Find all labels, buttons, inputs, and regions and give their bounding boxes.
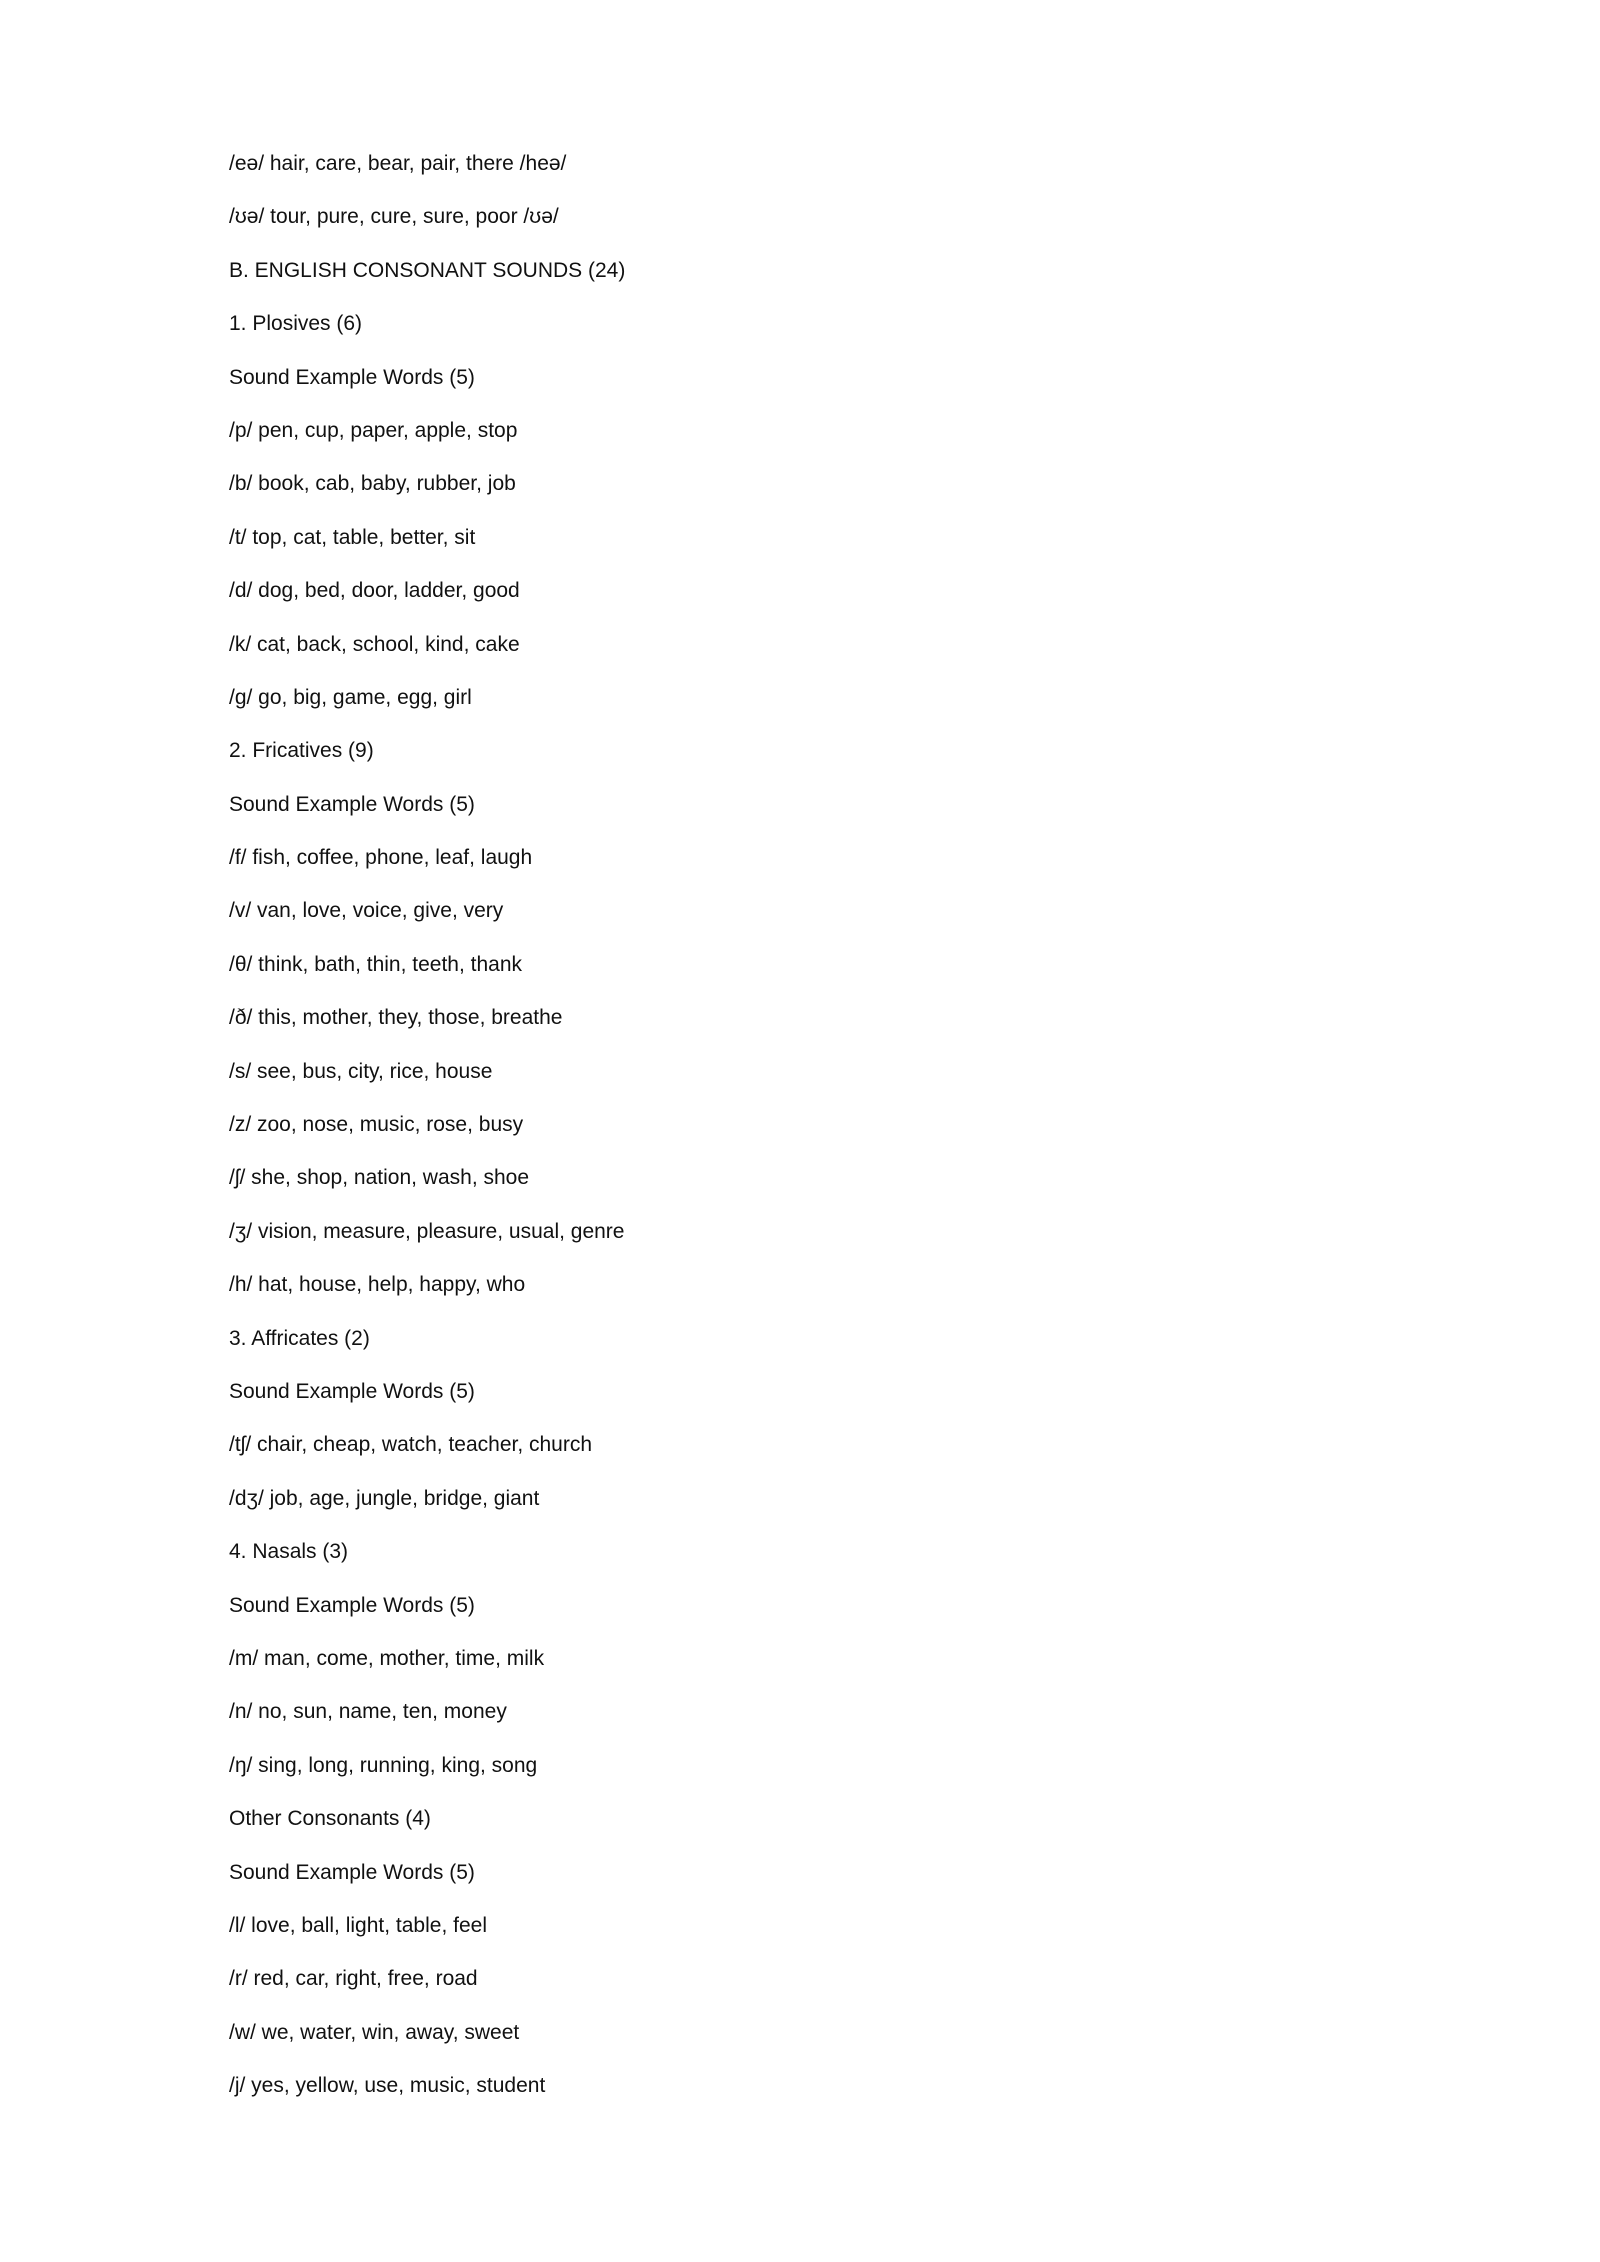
text-line: Sound Example Words (5) <box>229 1860 475 1884</box>
text-line: Other Consonants (4) <box>229 1807 431 1831</box>
text-line: /k/ cat, back, school, kind, cake <box>229 632 520 656</box>
text-line: /m/ man, come, mother, time, milk <box>229 1646 545 1670</box>
text-line: /n/ no, sun, name, ten, money <box>229 1700 507 1724</box>
text-line: 2. Fricatives (9) <box>229 739 374 763</box>
text-line: /s/ see, bus, city, rice, house <box>229 1059 493 1083</box>
text-line: /d/ dog, bed, door, ladder, good <box>229 579 520 603</box>
text-line: 4. Nasals (3) <box>229 1540 349 1564</box>
text-line: Sound Example Words (5) <box>229 1379 475 1403</box>
text-line: /j/ yes, yellow, use, music, student <box>229 2074 546 2098</box>
text-line: /tʃ/ chair, cheap, watch, teacher, church <box>229 1433 593 1457</box>
text-line: /p/ pen, cup, paper, apple, stop <box>229 418 518 442</box>
text-line: /ʒ/ vision, measure, pleasure, usual, genre <box>229 1219 625 1243</box>
text-line: /g/ go, big, game, egg, girl <box>229 685 472 709</box>
text-line: Sound Example Words (5) <box>229 365 475 389</box>
document-body <box>229 150 1369 2125</box>
text-line: /t/ top, cat, table, better, sit <box>229 525 476 549</box>
text-line: /l/ love, ball, light, table, feel <box>229 1913 487 1937</box>
text-line: /ʊə/ tour, pure, cure, sure, poor /ʊə/ <box>229 205 559 229</box>
text-line: Sound Example Words (5) <box>229 1593 475 1617</box>
text-line: /ʃ/ she, shop, nation, wash, shoe <box>229 1166 530 1190</box>
text-line: /v/ van, love, voice, give, very <box>229 899 504 923</box>
text-line: /f/ fish, coffee, phone, leaf, laugh <box>229 846 533 870</box>
text-line: /ŋ/ sing, long, running, king, song <box>229 1753 538 1777</box>
text-line: /h/ hat, house, help, happy, who <box>229 1273 526 1297</box>
text-line: B. ENGLISH CONSONANT SOUNDS (24) <box>229 258 626 282</box>
text-line: /z/ zoo, nose, music, rose, busy <box>229 1113 524 1137</box>
text-line: /θ/ think, bath, thin, teeth, thank <box>229 952 523 976</box>
text-line: Sound Example Words (5) <box>229 792 475 816</box>
text-line: /eə/ hair, care, bear, pair, there /heə/ <box>229 152 567 175</box>
text-line: /w/ we, water, win, away, sweet <box>229 2020 520 2044</box>
text-line: 3. Affricates (2) <box>229 1326 370 1350</box>
text-line: /r/ red, car, right, free, road <box>229 1967 478 1991</box>
text-line: /ð/ this, mother, they, those, breathe <box>229 1006 563 1030</box>
text-line: /dʒ/ job, age, jungle, bridge, giant <box>229 1486 540 1510</box>
text-line: 1. Plosives (6) <box>229 312 363 336</box>
text-line: /b/ book, cab, baby, rubber, job <box>229 472 516 496</box>
